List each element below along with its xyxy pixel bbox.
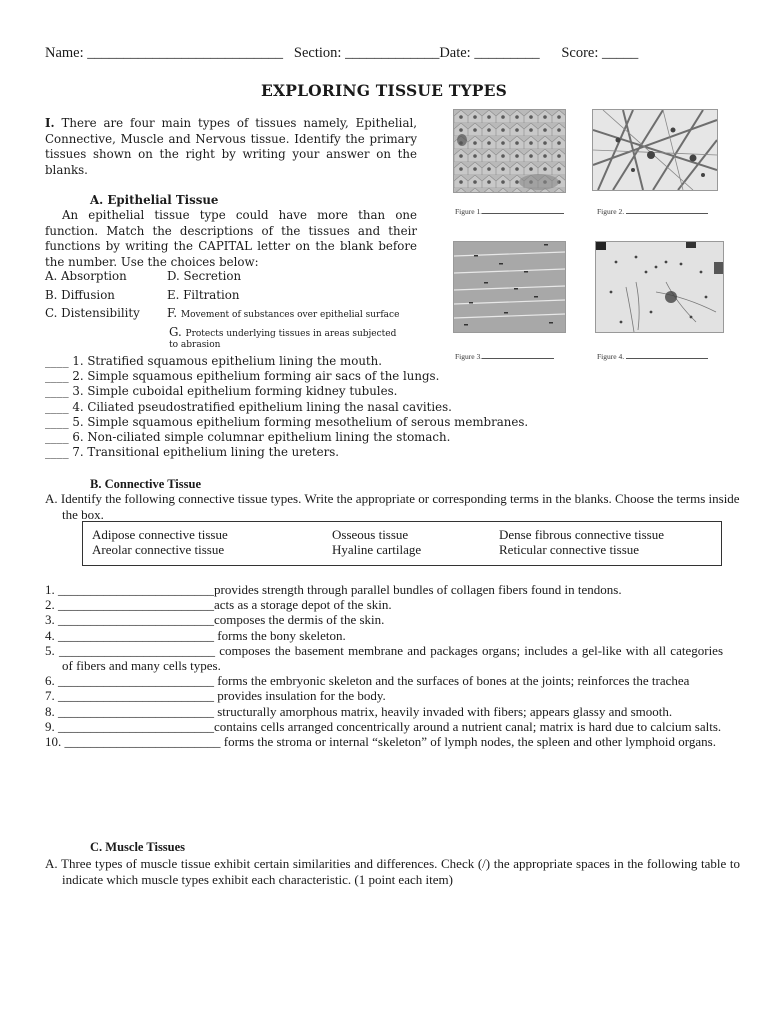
term: Reticular connective tissue — [499, 542, 640, 557]
answer-blank[interactable]: ________________________ — [58, 597, 214, 613]
answer-blank[interactable]: ____ — [45, 369, 69, 384]
section-label: Section: — [293, 45, 342, 61]
epithelial-heading: A. Epithelial Tissue — [90, 193, 219, 207]
answer-blank[interactable]: ____ — [45, 430, 69, 445]
name-blank[interactable]: ___________________________ — [87, 45, 284, 61]
list-item: 10. ________________________ forms the stroma or internal “skeleton” of lymph nodes, the spleen and other lymphoid organs. — [45, 734, 716, 750]
date-label: Date: — [439, 45, 471, 61]
answer-blank[interactable]: ________________________ — [58, 582, 214, 597]
list-item: ____ 5. Simple squamous epithelium forming mesothelium of serous membranes. — [45, 414, 529, 429]
student-info-line — [45, 45, 638, 62]
list-item: 9. ________________________contains cells arranged concentrically around a nutrient canal; matrix is hard due to calcium salts. — [45, 718, 722, 734]
list-item: ____ 1. Stratified squamous epithelium lining the mouth. — [45, 354, 383, 368]
terms-box — [82, 521, 722, 566]
list-item: 5. ________________________ composes the basement membrane and packages organs; includes a gel-like with all categories of fibers and many cells types. — [45, 642, 724, 674]
answer-blank[interactable]: ____ — [45, 399, 69, 414]
connective-heading: B. Connective Tissue — [90, 477, 202, 491]
answer-blank[interactable]: ____ — [45, 354, 69, 368]
choice-e: E. Filtration — [167, 288, 240, 302]
part1-label: I. — [45, 116, 55, 130]
list-item: ____ 2. Simple squamous epithelium forming air sacs of the lungs. — [45, 369, 440, 384]
list-item: ____ 3. Simple cuboidal epithelium forming kidney tubules. — [45, 384, 398, 399]
choice-c: C. Distensibility — [45, 306, 140, 320]
epithelial-items — [45, 354, 528, 460]
choice-d: D. Secretion — [167, 269, 242, 283]
figures-panel — [450, 107, 740, 367]
name-label: Name: — [45, 45, 84, 61]
muscle-heading: C. Muscle Tissues — [90, 840, 186, 854]
date-blank[interactable]: _________ — [474, 45, 540, 61]
choice-b: B. Diffusion — [45, 288, 115, 302]
figure-2-image — [592, 109, 718, 191]
answer-blank[interactable]: ____ — [45, 445, 69, 460]
answer-blank[interactable]: ________________________ — [58, 642, 215, 658]
figure-4-blank[interactable] — [626, 352, 708, 359]
list-item: ____ 6. Non-ciliated simple columnar epithelium lining the stomach. — [45, 430, 451, 445]
answer-blank[interactable]: ____ — [45, 414, 69, 429]
list-item: 4. ________________________ forms the bony skeleton. — [45, 627, 346, 643]
list-item: 7. ________________________ provides insulation for the body. — [45, 688, 386, 704]
answer-blank[interactable]: ____ — [45, 384, 69, 399]
answer-blank[interactable]: ________________________ — [58, 673, 214, 689]
answer-blank[interactable]: ________________________ — [64, 734, 221, 750]
figure-3-blank[interactable] — [482, 352, 554, 359]
figure-1-image — [453, 109, 566, 193]
answer-blank[interactable]: ________________________ — [58, 627, 214, 643]
figure-1-caption: Figure 1. — [455, 207, 564, 216]
choice-f: F. Movement of substances over epithelial surface — [167, 306, 400, 320]
term: Areolar connective tissue — [92, 542, 225, 557]
choice-g-continued: to abrasion — [169, 340, 221, 350]
epithelial-description: An epithelial tissue type could have more than one function. Match the descriptions of the tissues and their functions by writing the CAPITAL letter on the blank before the number. Use the choices below: — [45, 208, 417, 269]
list-item: ____ 4. Ciliated pseudostratified epithelium lining the nasal cavities. — [45, 399, 452, 414]
term: Osseous tissue — [332, 527, 409, 542]
list-item: 3. ________________________composes the dermis of the skin. — [45, 612, 385, 628]
connective-items — [45, 582, 723, 749]
answer-blank[interactable]: ________________________ — [58, 688, 214, 704]
score-blank[interactable]: _____ — [602, 45, 639, 61]
section-blank[interactable]: _____________ — [345, 45, 440, 61]
list-item: 8. ________________________ structurally amorphous matrix, heavily invaded with fibers; appears glassy and smooth. — [45, 703, 673, 719]
figure-3-caption: Figure 3. — [455, 352, 554, 361]
list-item: ____ 7. Transitional epithelium lining the ureters. — [45, 445, 340, 460]
list-item: 1. ________________________provides strength through parallel bundles of collagen fibers found in tendons. — [45, 582, 622, 597]
choice-a: A. Absorption — [45, 269, 127, 283]
figure-4-caption: Figure 4. — [597, 352, 708, 361]
answer-blank[interactable]: ________________________ — [58, 718, 214, 734]
part1-instructions — [45, 116, 417, 178]
muscle-instructions: A. Three types of muscle tissue exhibit certain similarities and differences. Check (/) the appropriate spaces in the following table to indicate which muscle types exhibit each characteristic. (1 point each item) — [45, 856, 740, 887]
answer-blank[interactable]: ________________________ — [58, 612, 214, 628]
figure-4-image — [595, 241, 724, 333]
figure-1-blank[interactable] — [482, 207, 564, 214]
term: Hyaline cartilage — [332, 542, 422, 557]
list-item: 2. ________________________acts as a storage depot of the skin. — [45, 597, 392, 613]
answer-blank[interactable]: ________________________ — [58, 703, 214, 719]
choice-g: G. Protects underlying tissues in areas subjected — [169, 325, 397, 339]
page-title: EXPLORING TISSUE TYPES — [260, 81, 508, 100]
connective-instructions: A. Identify the following connective tissue types. Write the appropriate or corresponding terms in the blanks. Choose the terms inside the box. — [45, 491, 740, 522]
list-item: 6. ________________________ forms the embryonic skeleton and the surfaces of bones at the joints; reinforces the trachea — [45, 673, 690, 689]
term: Adipose connective tissue — [92, 527, 228, 542]
figure-2-caption: Figure 2. — [597, 207, 708, 216]
figure-2-blank[interactable] — [626, 207, 708, 214]
figure-3-image — [453, 241, 566, 333]
term: Dense fibrous connective tissue — [499, 527, 664, 542]
score-label: Score: — [561, 45, 599, 61]
part1-text: There are four main types of tissues namely, Epithelial, Connective, Muscle and Nervous tissue. Identify the primary tissues shown on the right by writing your answer on the blanks. — [45, 116, 417, 177]
